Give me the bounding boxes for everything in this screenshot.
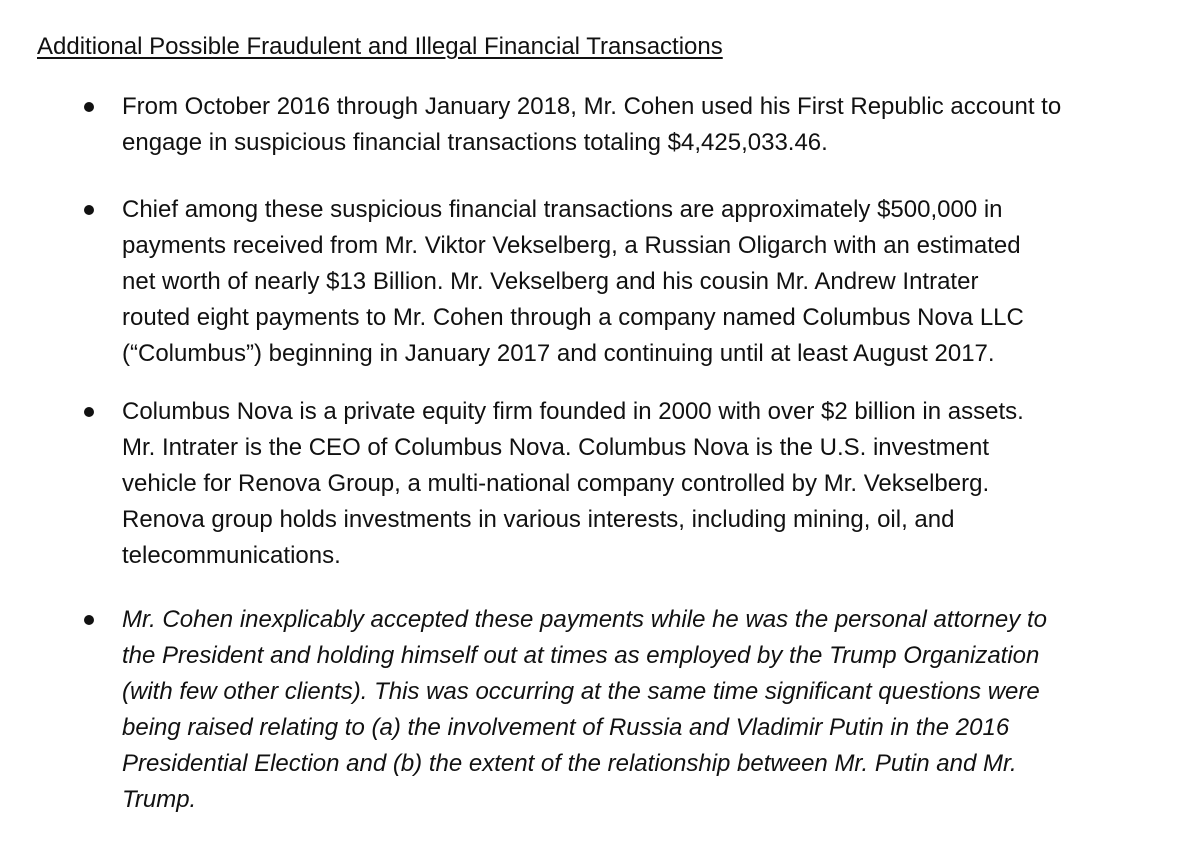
bullet-icon [84, 407, 94, 417]
text-line: Renova group holds investments in various interests, including mining, oil, and [122, 506, 955, 533]
bullet-icon [84, 205, 94, 215]
bullet-icon [84, 615, 94, 625]
text-line: (“Columbus”) beginning in January 2017 and continuing until at least August 2017. [122, 340, 995, 367]
text-line: (with few other clients). This was occurring at the same time significant questions were [122, 678, 1040, 705]
text-line: Mr. Intrater is the CEO of Columbus Nova. Columbus Nova is the U.S. investment [122, 434, 989, 461]
text-line: Presidential Election and (b) the extent of the relationship between Mr. Putin and Mr. [122, 750, 1017, 777]
text-line: From October 2016 through January 2018, Mr. Cohen used his First Republic account to [122, 93, 1062, 120]
text-line: payments received from Mr. Viktor Vekselberg, a Russian Oligarch with an estimated [122, 232, 1021, 259]
text-line: the President and holding himself out at times as employed by the Trump Organization [122, 642, 1040, 669]
text-line: net worth of nearly $13 Billion. Mr. Vekselberg and his cousin Mr. Andrew Intrater [122, 268, 979, 295]
text-line: Columbus Nova is a private equity firm founded in 2000 with over $2 billion in assets. [122, 398, 1024, 425]
text-line: vehicle for Renova Group, a multi-national company controlled by Mr. Vekselberg. [122, 470, 990, 497]
bullet-text [122, 89, 1182, 161]
text-line: Chief among these suspicious financial transactions are approximately $500,000 in [122, 196, 1003, 223]
bullet-text [122, 192, 1182, 372]
section-heading: Additional Possible Fraudulent and Illegal Financial Transactions [37, 33, 723, 60]
bullet-text [122, 394, 1182, 574]
text-line: engage in suspicious financial transactions totaling $4,425,033.46. [122, 129, 828, 156]
bullet-text [122, 602, 1182, 818]
bullet-icon [84, 102, 94, 112]
text-line: routed eight payments to Mr. Cohen through a company named Columbus Nova LLC [122, 304, 1024, 331]
text-line: telecommunications. [122, 542, 341, 569]
text-line: being raised relating to (a) the involvement of Russia and Vladimir Putin in the 2016 [122, 714, 1010, 741]
text-line: Mr. Cohen inexplicably accepted these payments while he was the personal attorney to [122, 606, 1047, 633]
text-line: Trump. [122, 786, 197, 813]
